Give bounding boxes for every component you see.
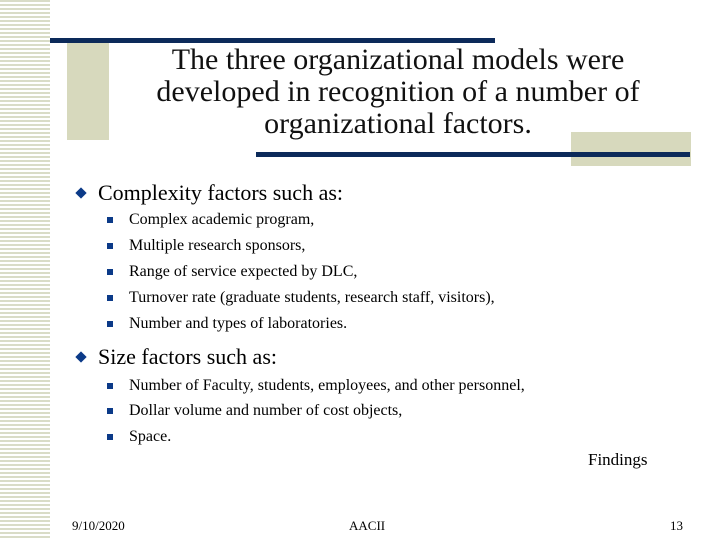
list-item-text: Space.	[129, 428, 172, 445]
list-item	[107, 315, 347, 333]
square-bullet-icon	[107, 243, 113, 249]
list-item-text: Range of service expected by DLC,	[129, 263, 358, 280]
square-bullet-icon	[107, 383, 113, 389]
list-item-text: Turnover rate (graduate students, research staff, visitors),	[129, 289, 495, 306]
footer-date: 9/10/2020	[72, 518, 125, 533]
list-item-text: Dollar volume and number of cost objects,	[129, 402, 403, 419]
footer-center: AACII	[349, 518, 386, 533]
list-item	[107, 211, 314, 229]
findings-link[interactable]: Findings	[588, 450, 648, 469]
list-item	[107, 377, 525, 395]
decorative-box-top	[67, 38, 109, 140]
bullet-size-factors	[77, 345, 277, 369]
slide-title: The three organizational models were developed in recognition of a number of organizational factors.	[156, 43, 640, 140]
list-item-text: Multiple research sponsors,	[129, 237, 306, 254]
square-bullet-icon	[107, 217, 113, 223]
bullet-complexity-factors	[77, 181, 343, 205]
list-item-text: Complex academic program,	[129, 211, 315, 228]
list-item	[107, 263, 357, 281]
page-number: 13	[670, 518, 683, 533]
square-bullet-icon	[107, 295, 113, 301]
square-bullet-icon	[107, 408, 113, 414]
decorative-stripes	[0, 0, 50, 540]
section-heading: Size factors such as:	[98, 344, 277, 369]
list-item	[107, 428, 171, 446]
diamond-bullet-icon	[75, 351, 86, 362]
square-bullet-icon	[107, 269, 113, 275]
list-item	[107, 237, 305, 255]
square-bullet-icon	[107, 321, 113, 327]
title-rule-bottom	[256, 152, 690, 157]
diamond-bullet-icon	[75, 187, 86, 198]
list-item-text: Number and types of laboratories.	[129, 315, 348, 332]
list-item	[107, 402, 402, 420]
list-item-text: Number of Faculty, students, employees, and other personnel,	[129, 377, 525, 394]
square-bullet-icon	[107, 434, 113, 440]
list-item	[107, 289, 495, 307]
section-heading: Complexity factors such as:	[98, 180, 344, 205]
